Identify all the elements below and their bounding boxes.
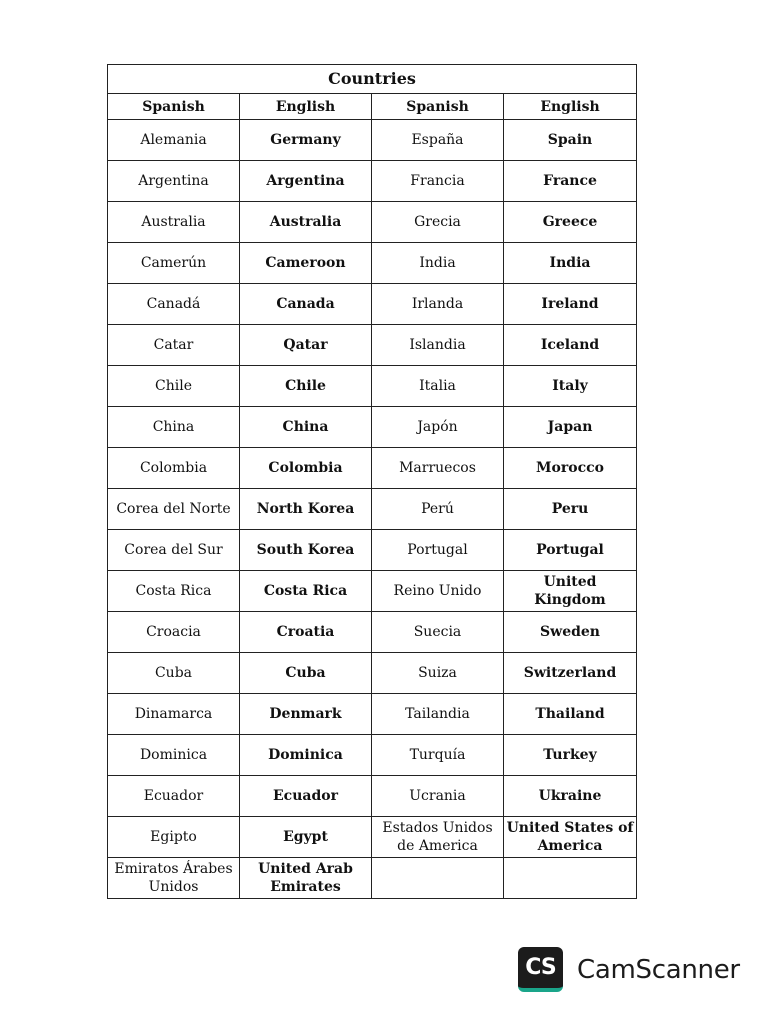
spanish-cell: Italia xyxy=(372,366,504,407)
camscanner-watermark xyxy=(518,947,740,992)
spanish-cell xyxy=(372,858,504,899)
english-cell: United Arab Emirates xyxy=(240,858,372,899)
table-row xyxy=(108,489,637,530)
table-row xyxy=(108,202,637,243)
english-cell: Greece xyxy=(504,202,637,243)
table-header-row xyxy=(108,94,637,120)
spanish-cell: India xyxy=(372,243,504,284)
brand-name: CamScanner xyxy=(577,954,740,985)
english-cell: North Korea xyxy=(240,489,372,530)
spanish-cell: Japón xyxy=(372,407,504,448)
english-cell: Colombia xyxy=(240,448,372,489)
english-cell: Canada xyxy=(240,284,372,325)
spanish-cell: Corea del Sur xyxy=(108,530,240,571)
english-cell: Ireland xyxy=(504,284,637,325)
table-row xyxy=(108,366,637,407)
spanish-cell: Egipto xyxy=(108,817,240,858)
spanish-cell: Portugal xyxy=(372,530,504,571)
spanish-cell: Australia xyxy=(108,202,240,243)
english-cell xyxy=(504,858,637,899)
english-cell: Cuba xyxy=(240,653,372,694)
table-title: Countries xyxy=(108,65,637,94)
camscanner-logo-icon xyxy=(518,947,563,992)
english-cell: Portugal xyxy=(504,530,637,571)
table-body xyxy=(108,120,637,899)
spanish-cell: Suecia xyxy=(372,612,504,653)
english-cell: Croatia xyxy=(240,612,372,653)
column-header: English xyxy=(240,94,372,120)
spanish-cell: Croacia xyxy=(108,612,240,653)
english-cell: Germany xyxy=(240,120,372,161)
spanish-cell: Turquía xyxy=(372,735,504,776)
spanish-cell: Dinamarca xyxy=(108,694,240,735)
english-cell: United States of America xyxy=(504,817,637,858)
spanish-cell: Ucrania xyxy=(372,776,504,817)
spanish-cell: Suiza xyxy=(372,653,504,694)
spanish-cell: Canadá xyxy=(108,284,240,325)
table-row xyxy=(108,776,637,817)
spanish-cell: China xyxy=(108,407,240,448)
english-cell: Egypt xyxy=(240,817,372,858)
table-row xyxy=(108,243,637,284)
spanish-cell: Argentina xyxy=(108,161,240,202)
spanish-cell: Islandia xyxy=(372,325,504,366)
english-cell: Iceland xyxy=(504,325,637,366)
english-cell: Cameroon xyxy=(240,243,372,284)
spanish-cell: Camerún xyxy=(108,243,240,284)
spanish-cell: Reino Unido xyxy=(372,571,504,612)
spanish-cell: Chile xyxy=(108,366,240,407)
english-cell: Japan xyxy=(504,407,637,448)
spanish-cell: Ecuador xyxy=(108,776,240,817)
countries-table xyxy=(107,64,637,899)
table-row xyxy=(108,448,637,489)
english-cell: Peru xyxy=(504,489,637,530)
spanish-cell: Estados Unidos de America xyxy=(372,817,504,858)
table-row xyxy=(108,694,637,735)
spanish-cell: Costa Rica xyxy=(108,571,240,612)
english-cell: South Korea xyxy=(240,530,372,571)
english-cell: Sweden xyxy=(504,612,637,653)
spanish-cell: Colombia xyxy=(108,448,240,489)
english-cell: Turkey xyxy=(504,735,637,776)
table-row xyxy=(108,120,637,161)
spanish-cell: Grecia xyxy=(372,202,504,243)
english-cell: United Kingdom xyxy=(504,571,637,612)
spanish-cell: Marruecos xyxy=(372,448,504,489)
spanish-cell: Tailandia xyxy=(372,694,504,735)
english-cell: China xyxy=(240,407,372,448)
spanish-cell: Perú xyxy=(372,489,504,530)
table-row xyxy=(108,817,637,858)
table-row xyxy=(108,284,637,325)
english-cell: Ecuador xyxy=(240,776,372,817)
table-row xyxy=(108,858,637,899)
english-cell: Switzerland xyxy=(504,653,637,694)
spanish-cell: Francia xyxy=(372,161,504,202)
logo-letters: CS xyxy=(525,955,556,980)
table-row xyxy=(108,735,637,776)
table-row xyxy=(108,530,637,571)
spanish-cell: Corea del Norte xyxy=(108,489,240,530)
english-cell: Argentina xyxy=(240,161,372,202)
spanish-cell: Irlanda xyxy=(372,284,504,325)
spanish-cell: Emiratos Árabes Unidos xyxy=(108,858,240,899)
english-cell: Dominica xyxy=(240,735,372,776)
column-header: English xyxy=(504,94,637,120)
english-cell: Spain xyxy=(504,120,637,161)
english-cell: Costa Rica xyxy=(240,571,372,612)
spanish-cell: Cuba xyxy=(108,653,240,694)
table-row xyxy=(108,612,637,653)
english-cell: Denmark xyxy=(240,694,372,735)
english-cell: Morocco xyxy=(504,448,637,489)
column-header: Spanish xyxy=(108,94,240,120)
english-cell: Ukraine xyxy=(504,776,637,817)
spanish-cell: España xyxy=(372,120,504,161)
table-row xyxy=(108,161,637,202)
table-row xyxy=(108,571,637,612)
spanish-cell: Catar xyxy=(108,325,240,366)
table-row xyxy=(108,653,637,694)
table-title-row xyxy=(108,65,637,94)
table-row xyxy=(108,325,637,366)
english-cell: Qatar xyxy=(240,325,372,366)
english-cell: France xyxy=(504,161,637,202)
spanish-cell: Alemania xyxy=(108,120,240,161)
english-cell: India xyxy=(504,243,637,284)
spanish-cell: Dominica xyxy=(108,735,240,776)
english-cell: Australia xyxy=(240,202,372,243)
english-cell: Italy xyxy=(504,366,637,407)
column-header: Spanish xyxy=(372,94,504,120)
table-row xyxy=(108,407,637,448)
english-cell: Chile xyxy=(240,366,372,407)
english-cell: Thailand xyxy=(504,694,637,735)
